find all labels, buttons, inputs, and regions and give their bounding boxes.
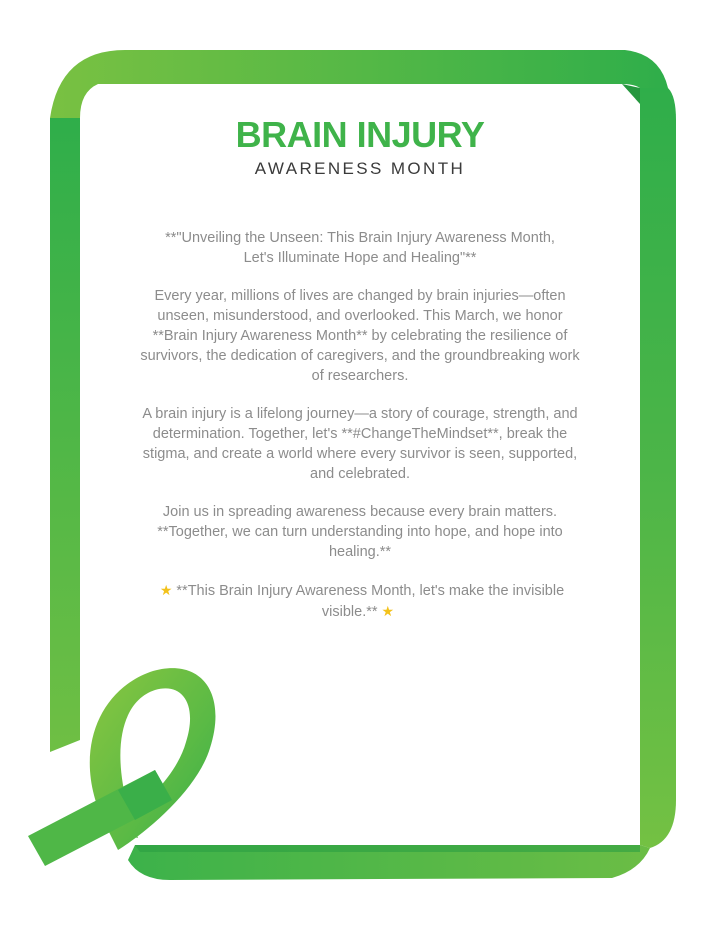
body-text bbox=[120, 228, 600, 622]
ribbon-left-band bbox=[50, 118, 80, 752]
intro-paragraph: Every year, millions of lives are changed by brain injuries—often unseen, misunderstood, and overlooked. This March, we honor **Brain Injury Awareness Month** by celebrating the resilience of survivors, the dedication of caregivers, and the groundbreaking work of researchers. bbox=[140, 288, 580, 384]
ribbon-bottom-shadow bbox=[135, 845, 640, 852]
headline-paragraph: **"Unveiling the Unseen: This Brain Injury Awareness Month, Let's Illuminate Hope and Healing"** bbox=[165, 230, 555, 266]
poster-content bbox=[120, 115, 600, 640]
star-icon: ★ bbox=[381, 603, 395, 619]
star-icon: ★ bbox=[159, 582, 173, 598]
ribbon-top-band bbox=[50, 50, 668, 118]
closing-paragraph bbox=[150, 580, 570, 622]
ribbon-right-band bbox=[640, 88, 676, 848]
page-subtitle: AWARENESS MONTH bbox=[254, 159, 466, 178]
join-paragraph: Join us in spreading awareness because every brain matters. **Together, we can turn understanding into hope, and hope into healing.** bbox=[157, 504, 563, 560]
closing-text: **This Brain Injury Awareness Month, let's make the invisible visible.** bbox=[176, 583, 565, 620]
ribbon-top-right-fold bbox=[622, 84, 640, 104]
page-title: BRAIN INJURY bbox=[235, 114, 485, 155]
journey-paragraph: A brain injury is a lifelong journey—a story of courage, strength, and determination. Together, let's **#ChangeTheMindset**, break the stigma, and create a world where every survivor is seen, supported, and celebrated. bbox=[142, 406, 578, 482]
